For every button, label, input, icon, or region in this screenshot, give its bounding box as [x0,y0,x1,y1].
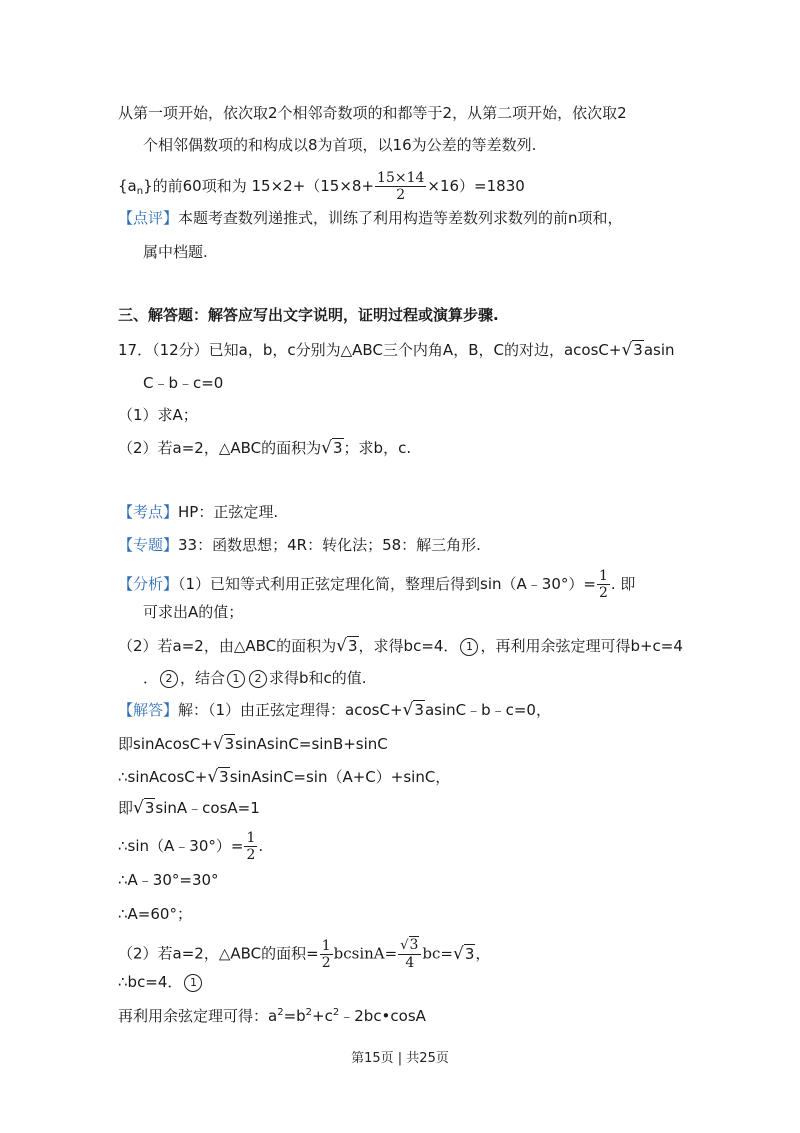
fraction: $\frac{15\times 14}{2}$ [377,170,425,203]
text-line: 从第一项开始，依次取2个相邻奇数项的和都等于2，从第二项开始，依次取2 [118,104,627,122]
question-line: C﹣b﹣c=0 [143,374,224,392]
comment-tag: 【点评】 [118,209,179,227]
fenxi-line: 【分析】（1）已知等式利用正弦定理化简，整理后得到sin（A﹣30°）= $\frac{1}{2}$ . 即 [118,568,636,601]
fraction: $\frac{1}{2}$ [246,830,256,863]
circled-number: 1 [460,638,478,656]
text-line: 再利用余弦定理可得：$a^2=b^2+c^2﹣2bc•\cos A$ [118,1007,426,1025]
comment-line: 【点评】本题考查数列递推式，训练了利用构造等差数列求数列的前n项和， [118,209,623,227]
text-line: （2）若a=2，△ABC的面积= $\frac{1}{2}$ bcsinA= $\frac{√3}{4}$ bc=√3， [118,937,491,971]
sqrt: √3 [321,438,343,458]
text-line: ． 2 ，结合 1 2 求得b和c的值. [143,669,367,687]
zhuanti-line: 【专题】33：函数思想；4R：转化法；58：解三角形. [118,536,481,554]
sqrt: √3 [400,937,419,953]
question-part-1: （1）求A； [118,406,198,424]
sqrt: √3 [133,798,155,818]
kaodian-line: 【考点】HP：正弦定理. [118,503,279,521]
text-line: ∴sinAcosC+√3sinAsinC=sin（A+C）+sinC， [118,767,451,787]
page-footer: 第15页 | 共25页 [351,1051,449,1066]
sqrt: √3 [336,636,358,656]
kaodian-tag: 【考点】 [118,503,179,521]
text-line: 即√3sinA﹣cosA=1 [118,798,260,818]
section-title: 三、解答题：解答应写出文字说明，证明过程或演算步骤. [118,306,499,324]
sqrt: √3 [207,767,229,787]
text-line: 可求出A的值； [143,603,244,621]
question-line: 17．（12分）已知a，b，c分别为△ABC三个内角A，B，C的对边，acosC+√3asin [118,340,675,360]
text-line-sum: $\{a_n\}$的前60项和为 15×2+（15×8+ $\frac{15\times 14}{2}$ ×16）=1830 [118,170,525,203]
text-line: 属中档题. [143,243,208,261]
sqrt: √3 [212,734,235,754]
jieda-line: 【解答】解：（1）由正弦定理得：acosC+√3asinC﹣b﹣c=0， [118,700,551,720]
sqrt: √3 [402,700,424,720]
fraction: $\frac{1}{2}$ [321,937,331,971]
fenxi-tag: 【分析】 [118,575,179,593]
text-line: 个相邻偶数项的和构成以8为首项，以16为公差的等差数列. [143,136,537,154]
text-line: ∴A﹣30°=30° [118,871,219,889]
circled-number: 1 [184,974,202,992]
text-line: ∴bc=4． 1 [118,972,204,992]
sqrt: √3 [453,943,475,964]
zhuanti-tag: 【专题】 [118,536,179,554]
sqrt: √3 [621,340,643,360]
circled-number: 2 [249,670,267,688]
fraction: $\frac{1}{2}$ [598,568,608,601]
text-line: 即sinAcosC+√3sinAsinC=sinB+sinC [118,734,388,754]
question-part-2: （2）若a=2，△ABC的面积为√3；求b，c. [118,438,412,458]
circled-number: 2 [160,670,178,688]
fraction: $\frac{√3}{4}$ [398,937,421,971]
jieda-tag: 【解答】 [118,701,179,719]
text-line: （2）若a=2，由△ABC的面积为√3，求得bc=4． 1 ，再利用余弦定理可得b+c=4 [118,636,683,656]
circled-number: 1 [227,670,245,688]
text-line: ∴sin（A﹣30°）= $\frac{1}{2}$ . [118,830,264,863]
text-line: ∴A=60°； [118,905,192,923]
